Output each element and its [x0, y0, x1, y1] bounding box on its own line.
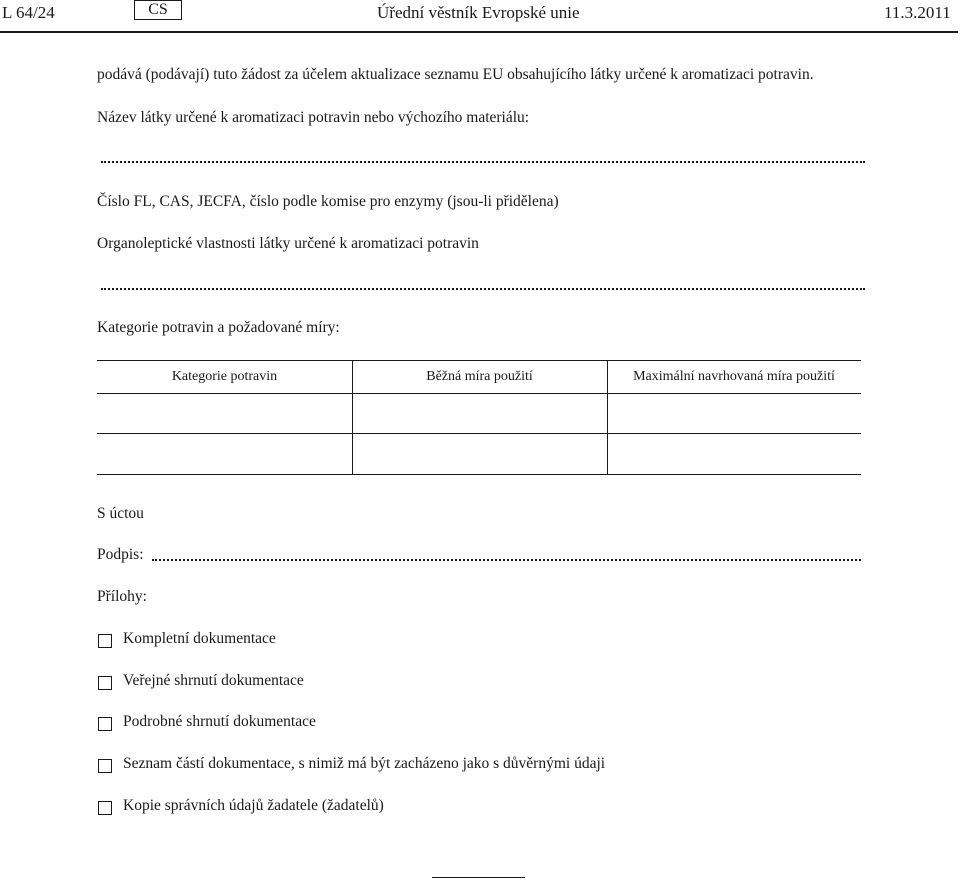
- table-cell[interactable]: [352, 434, 607, 474]
- table-cell[interactable]: [352, 394, 607, 433]
- signature-field[interactable]: [152, 559, 861, 561]
- organoleptic-label: Organoleptické vlastnosti látky určené k aromatizaci potravin: [97, 235, 479, 252]
- attachment-checkbox-detailed-summary[interactable]: [98, 717, 112, 731]
- table-cell[interactable]: [607, 434, 861, 474]
- attachment-label: Kompletní dokumentace: [123, 630, 276, 647]
- substance-name-label: Název látky určené k aromatizaci potravin nebo výchozího materiálu:: [97, 109, 530, 126]
- signature-label: Podpis:: [97, 546, 144, 563]
- table-top-rule: [97, 360, 861, 361]
- organoleptic-field[interactable]: [101, 288, 865, 290]
- identification-numbers-label: Číslo FL, CAS, JECFA, číslo podle komise pro enzymy (jsou-li přidělena): [97, 193, 559, 210]
- table-cell[interactable]: [97, 394, 352, 433]
- attachments-label: Přílohy:: [97, 588, 147, 605]
- attachment-checkbox-admin-data-copy[interactable]: [98, 801, 112, 815]
- language-code-badge: CS: [134, 0, 182, 20]
- attachment-checkbox-confidential-list[interactable]: [98, 759, 112, 773]
- attachment-label: Podrobné shrnutí dokumentace: [123, 713, 316, 730]
- publication-date: 11.3.2011: [884, 3, 951, 22]
- intro-text: podává (podávají) tuto žádost za účelem aktualizace seznamu EU obsahujícího látky určené k aromatizaci potravin.: [97, 66, 814, 83]
- attachment-checkbox-public-summary[interactable]: [98, 676, 112, 690]
- end-of-document-rule: [432, 877, 525, 878]
- table-header-max-use-level: Maximální navrhovaná míra použití: [633, 369, 835, 384]
- substance-name-field[interactable]: [101, 161, 865, 163]
- attachment-label: Veřejné shrnutí dokumentace: [123, 672, 304, 689]
- table-cell[interactable]: [97, 434, 352, 474]
- table-header-normal-use-level: Běžná míra použití: [426, 369, 533, 384]
- table-bottom-rule: [97, 474, 861, 475]
- regards-text: S úctou: [97, 505, 144, 522]
- attachment-label: Kopie správních údajů žadatele (žadatelů): [123, 797, 384, 814]
- attachment-label: Seznam částí dokumentace, s nimiž má být zacházeno jako s důvěrnými údaji: [123, 755, 606, 772]
- page-reference: L 64/24: [2, 3, 55, 22]
- categories-intro: Kategorie potravin a požadované míry:: [97, 319, 340, 336]
- header-rule: [0, 31, 958, 33]
- attachment-checkbox-full-dossier[interactable]: [98, 634, 112, 648]
- journal-title: Úřední věstník Evropské unie: [377, 3, 580, 22]
- table-cell[interactable]: [607, 394, 861, 433]
- table-header-food-category: Kategorie potravin: [171, 369, 278, 384]
